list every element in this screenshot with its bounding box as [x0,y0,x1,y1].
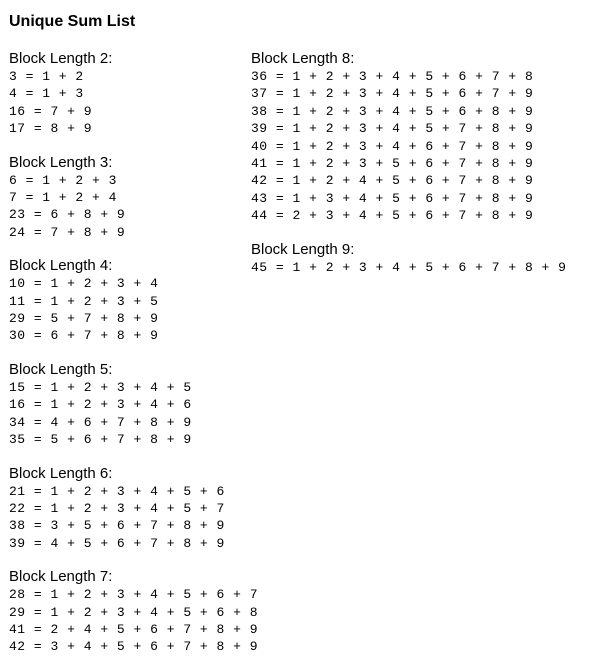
sum-block [9,257,258,345]
sum-line: 21 = 1 + 2 + 3 + 4 + 5 + 6 [9,483,225,499]
sum-line: 44 = 2 + 3 + 4 + 5 + 6 + 7 + 8 + 9 [251,208,534,224]
right-column [251,50,566,292]
block-heading: Block Length 5: [9,360,113,378]
sum-line: 24 = 7 + 8 + 9 [9,224,126,240]
sum-line: 39 = 1 + 2 + 3 + 4 + 5 + 7 + 8 + 9 [251,121,534,137]
sum-line: 38 = 1 + 2 + 3 + 4 + 5 + 6 + 8 + 9 [251,103,534,119]
block-heading: Block Length 3: [9,153,113,171]
sum-line: 11 = 1 + 2 + 3 + 5 [9,293,159,309]
block-heading: Block Length 6: [9,464,113,482]
sum-line: 45 = 1 + 2 + 3 + 4 + 5 + 6 + 7 + 8 + 9 [251,259,567,275]
sum-line: 28 = 1 + 2 + 3 + 4 + 5 + 6 + 7 [9,587,259,603]
sum-line: 29 = 1 + 2 + 3 + 4 + 5 + 6 + 8 [9,604,259,620]
sum-line: 16 = 7 + 9 [9,103,93,119]
sum-line: 16 = 1 + 2 + 3 + 4 + 6 [9,397,192,413]
sum-line: 41 = 1 + 2 + 3 + 5 + 6 + 7 + 8 + 9 [251,156,534,172]
sum-block [9,154,258,242]
sum-line: 43 = 1 + 3 + 4 + 5 + 6 + 7 + 8 + 9 [251,190,534,206]
sum-line: 15 = 1 + 2 + 3 + 4 + 5 [9,379,192,395]
sum-line: 17 = 8 + 9 [9,121,93,137]
sum-line: 4 = 1 + 3 [9,86,84,102]
sum-block [9,50,258,138]
sum-line: 7 = 1 + 2 + 4 [9,190,117,206]
block-heading: Block Length 4: [9,257,113,275]
sum-block [251,50,566,225]
sum-line: 42 = 1 + 2 + 4 + 5 + 6 + 7 + 8 + 9 [251,173,534,189]
sum-line: 42 = 3 + 4 + 5 + 6 + 7 + 8 + 9 [9,639,259,655]
left-column [9,50,258,672]
sum-line: 10 = 1 + 2 + 3 + 4 [9,276,159,292]
sum-line: 3 = 1 + 2 [9,69,84,84]
block-heading: Block Length 8: [251,50,355,67]
sum-block [9,465,258,553]
sum-line: 39 = 4 + 5 + 6 + 7 + 8 + 9 [9,535,225,551]
sum-line: 36 = 1 + 2 + 3 + 4 + 5 + 6 + 7 + 8 [251,69,534,84]
sum-block [251,241,566,276]
block-heading: Block Length 2: [9,50,113,67]
sum-line: 34 = 4 + 6 + 7 + 8 + 9 [9,414,192,430]
sum-line: 38 = 3 + 5 + 6 + 7 + 8 + 9 [9,518,225,534]
block-heading: Block Length 9: [251,240,355,258]
sum-line: 40 = 1 + 2 + 3 + 4 + 6 + 7 + 8 + 9 [251,138,534,154]
block-heading: Block Length 7: [9,568,113,586]
page-title: Unique Sum List [9,13,136,30]
sum-line: 22 = 1 + 2 + 3 + 4 + 5 + 7 [9,500,225,516]
sum-line: 23 = 6 + 8 + 9 [9,207,126,223]
sum-line: 37 = 1 + 2 + 3 + 4 + 5 + 6 + 7 + 9 [251,86,534,102]
sum-line: 41 = 2 + 4 + 5 + 6 + 7 + 8 + 9 [9,621,259,637]
sum-line: 6 = 1 + 2 + 3 [9,172,117,188]
sum-block [9,361,258,449]
sum-line: 29 = 5 + 7 + 8 + 9 [9,311,159,327]
sum-block [9,568,258,656]
sum-line: 35 = 5 + 6 + 7 + 8 + 9 [9,432,192,448]
sum-line: 30 = 6 + 7 + 8 + 9 [9,328,159,344]
